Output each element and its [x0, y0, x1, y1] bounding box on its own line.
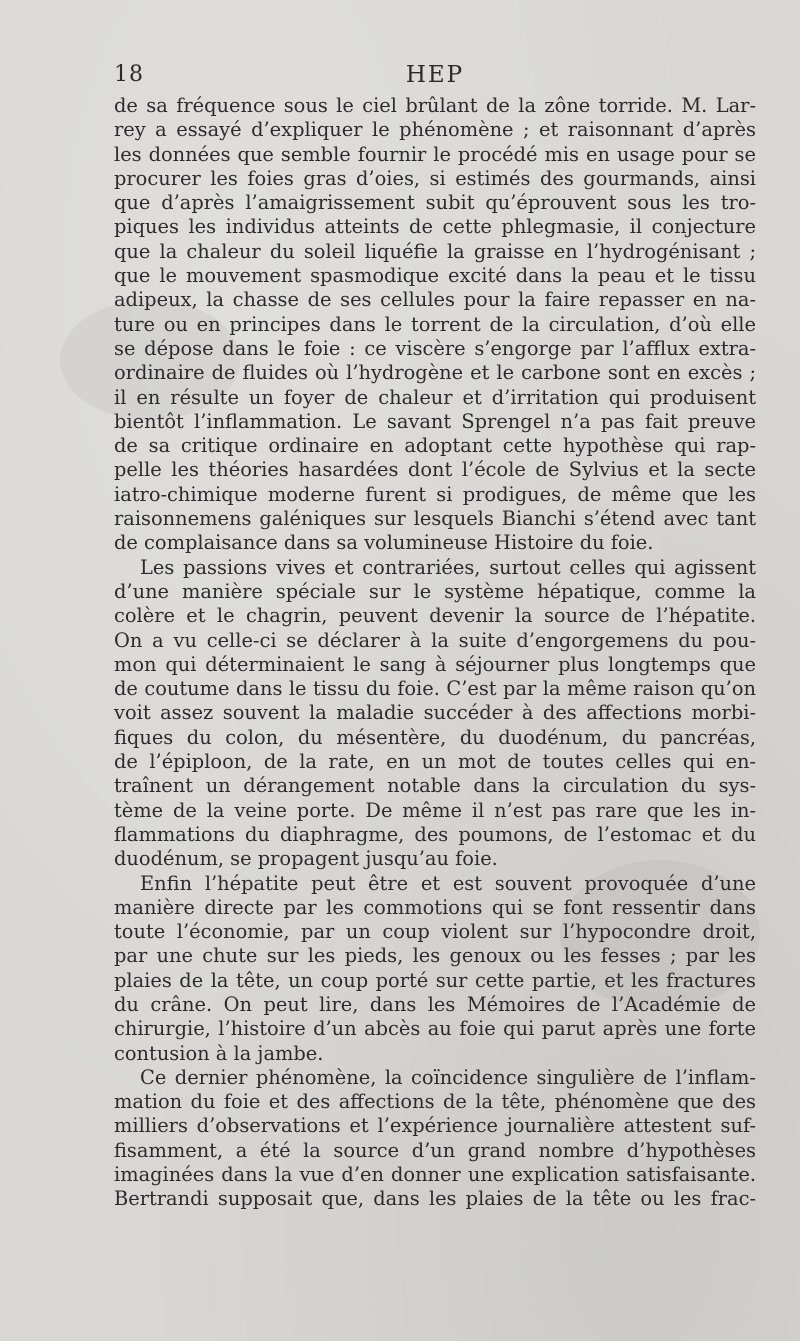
text-line: les données que semble fournir le procédé mis en usage pour se	[114, 142, 756, 166]
text-line: rey a essayé d’expliquer le phénomène ; et raisonnant d’après	[114, 118, 756, 142]
text-line: mation du foie et des affections de la tête, phénomène que des	[114, 1090, 756, 1114]
text-line: il en résulte un foyer de chaleur et d’irritation qui produisent	[114, 385, 756, 409]
text-line: que le mouvement spasmodique excité dans la peau et le tissu	[114, 264, 756, 288]
text-line: imaginées dans la vue d’en donner une explication satisfaisante.	[114, 1163, 756, 1187]
page-header	[114, 62, 756, 92]
text-line: fiques du colon, du mésentère, du duodénum, du pancréas,	[114, 725, 756, 749]
text-line: tème de la veine porte. De même il n’est pas rare que les in-	[114, 798, 756, 822]
text-line: se dépose dans le foie : ce viscère s’engorge par l’afflux extra-	[114, 336, 756, 360]
page-number: 18	[114, 62, 144, 87]
text-line: bientôt l’inflammation. Le savant Sprengel n’a pas fait preuve	[114, 409, 756, 433]
body-text	[114, 94, 756, 1212]
text-line: chirurgie, l’histoire d’un abcès au foie qui parut après une forte	[114, 1017, 756, 1041]
text-line: ordinaire de fluides où l’hydrogène et le carbone sont en excès ;	[114, 361, 756, 385]
text-line: de sa fréquence sous le ciel brûlant de la zône torride. M. Lar-	[114, 94, 756, 117]
text-line: piques les individus atteints de cette phlegmasie, il conjecture	[114, 215, 756, 239]
text-line: flammations du diaphragme, des poumons, de l’estomac et du	[114, 822, 756, 846]
text-line: voit assez souvent la maladie succéder à des affections morbi-	[114, 701, 756, 725]
text-line: colère et le chagrin, peuvent devenir la source de l’hépatite.	[114, 604, 756, 628]
text-line: Enfin l’hépatite peut être et est souvent provoquée d’une	[140, 871, 756, 895]
text-line: par une chute sur les pieds, les genoux ou les fesses ; par les	[114, 944, 756, 968]
text-line: traînent un dérangement notable dans la circulation du sys-	[114, 774, 756, 798]
text-line: ture ou en principes dans le torrent de la circulation, d’où elle	[114, 312, 756, 336]
text-line: procurer les foies gras d’oies, si estimés des gourmands, ainsi	[114, 166, 756, 190]
text-line: adipeux, la chasse de ses cellules pour la faire repasser en na-	[114, 288, 756, 312]
text-line: iatro-chimique moderne furent si prodigues, de même que les	[114, 482, 756, 506]
text-line: que d’après l’amaigrissement subit qu’éprouvent sous les tro-	[114, 191, 756, 215]
text-line: mon qui déterminaient le sang à séjourner plus longtemps que	[114, 652, 756, 676]
text-line: contusion à la jambe.	[114, 1041, 324, 1065]
text-line: raisonnemens galéniques sur lesquels Bianchi s’étend avec tant	[114, 507, 756, 531]
text-line: de sa critique ordinaire en adoptant cette hypothèse qui rap-	[114, 434, 756, 458]
text-line: milliers d’observations et l’expérience journalière attestent suf-	[114, 1114, 756, 1138]
text-line: pelle les théories hasardées dont l’école de Sylvius et la secte	[114, 458, 756, 482]
text-line: toute l’économie, par un coup violent sur l’hypocondre droit,	[114, 920, 756, 944]
text-line: que la chaleur du soleil liquéfie la graisse en l’hydrogénisant ;	[114, 239, 756, 263]
text-line: Bertrandi supposait que, dans les plaies de la tête ou les frac-	[114, 1187, 756, 1211]
text-line: duodénum, se propagent jusqu’au foie.	[114, 847, 498, 871]
text-line: plaies de la tête, un coup porté sur cette partie, et les fractures	[114, 968, 756, 992]
text-line: manière directe par les commotions qui se font ressentir dans	[114, 895, 756, 919]
text-line: Ce dernier phénomène, la coïncidence singulière de l’inflam-	[140, 1065, 756, 1089]
text-line: Les passions vives et contrariées, surtout celles qui agissent	[140, 555, 756, 579]
text-line: fisamment, a été la source d’un grand nombre d’hypothèses	[114, 1138, 756, 1162]
text-line: de coutume dans le tissu du foie. C’est par la même raison qu’on	[114, 677, 756, 701]
text-line: de l’épiploon, de la rate, en un mot de toutes celles qui en-	[114, 750, 756, 774]
running-head: HEP	[405, 62, 465, 88]
text-line: On a vu celle-ci se déclarer à la suite d’engorgemens du pou-	[114, 628, 756, 652]
text-line: de complaisance dans sa volumineuse Histoire du foie.	[114, 531, 654, 555]
text-line: d’une manière spéciale sur le système hépatique, comme la	[114, 579, 756, 603]
text-line: du crâne. On peut lire, dans les Mémoires de l’Académie de	[114, 992, 756, 1016]
